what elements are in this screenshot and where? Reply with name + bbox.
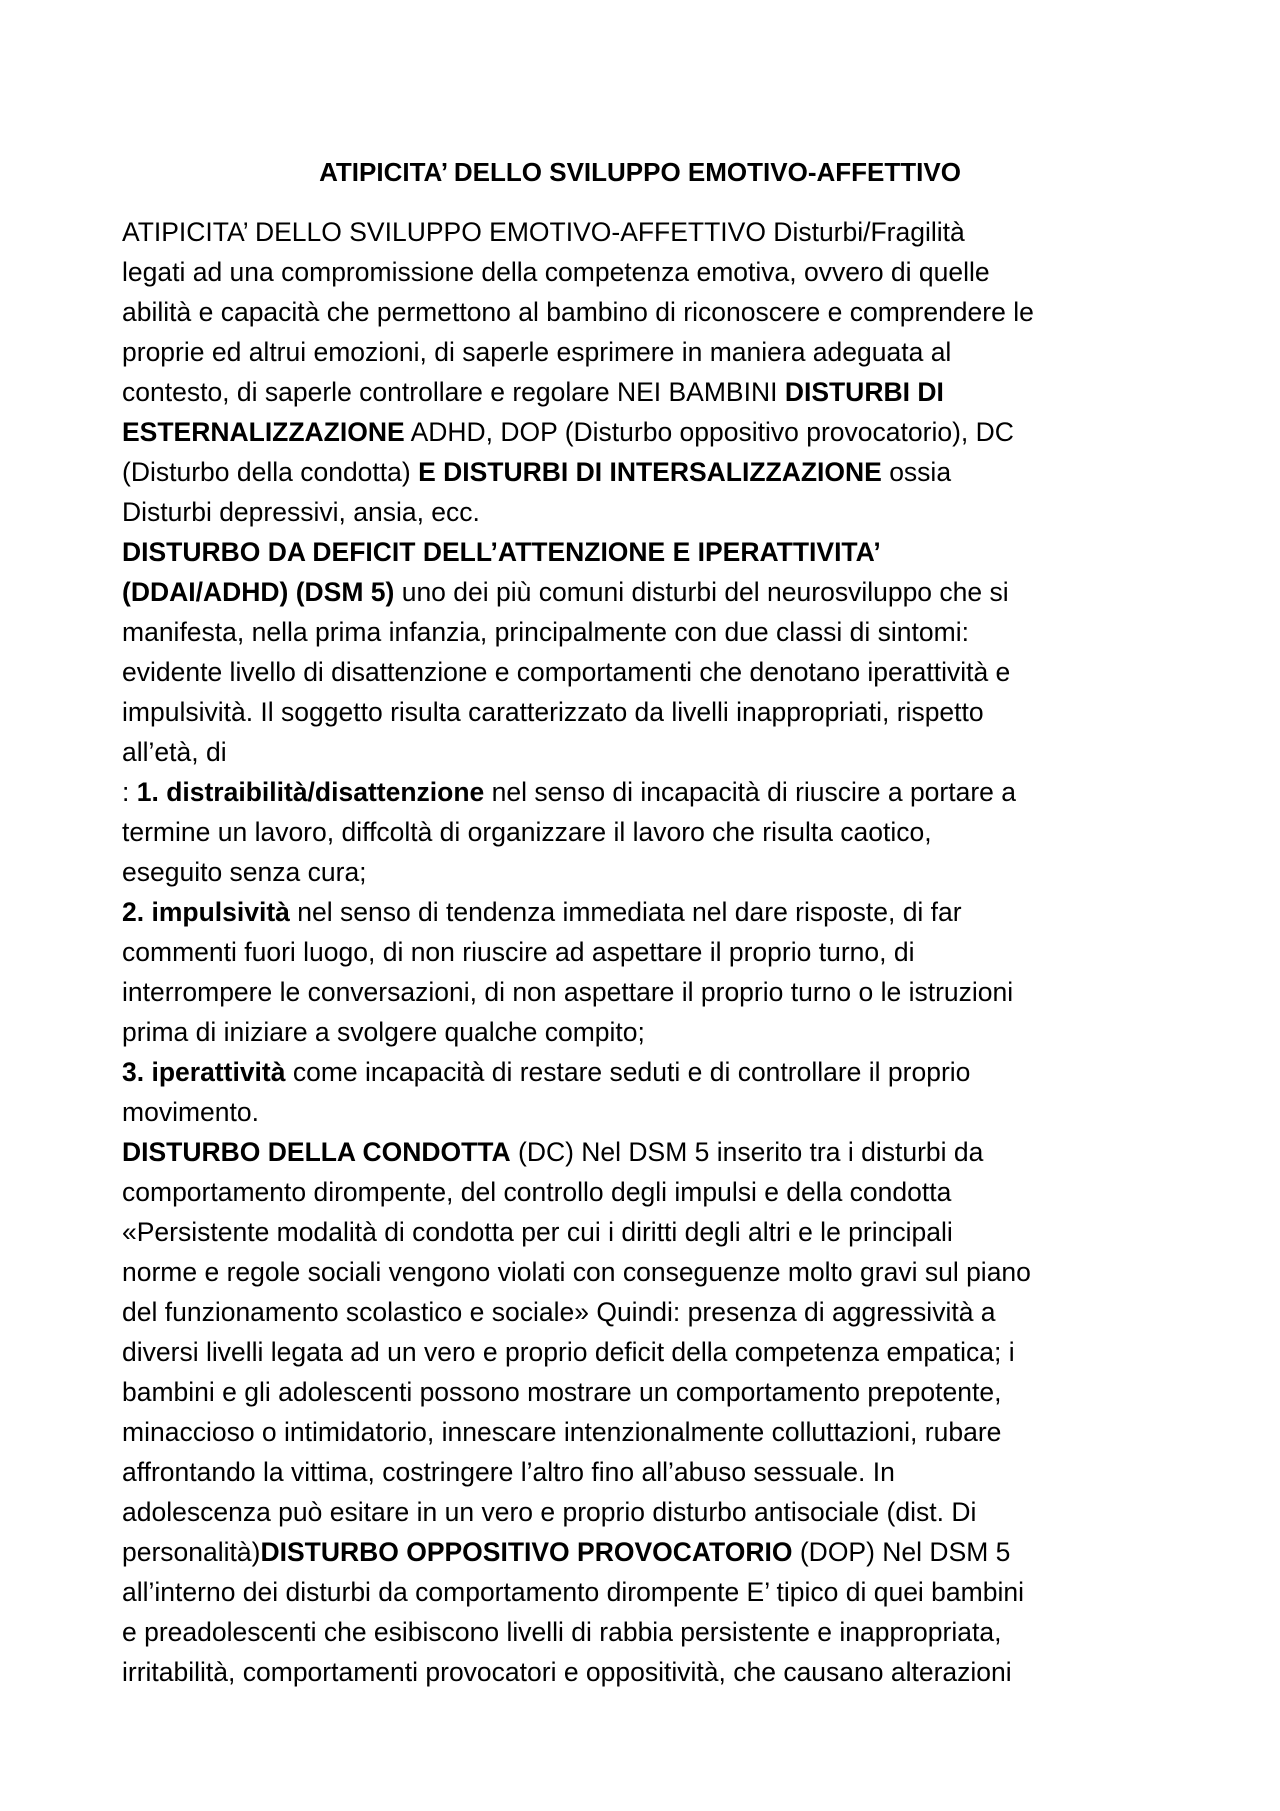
text-run: proprie ed altrui emozioni, di saperle esprimere in maniera adeguata al xyxy=(122,337,952,367)
text-run: (DC) Nel DSM 5 inserito tra i disturbi da xyxy=(510,1137,984,1167)
text-line xyxy=(122,732,1172,772)
text-line xyxy=(122,932,1172,972)
text-run: personalità) xyxy=(122,1537,261,1567)
text-line xyxy=(122,1292,1172,1332)
text-line xyxy=(122,772,1172,812)
text-run: irritabilità, comportamenti provocatori e oppositività, che causano alterazioni xyxy=(122,1657,1012,1687)
text-run: termine un lavoro, diffcoltà di organizzare il lavoro che risulta caotico, xyxy=(122,817,932,847)
text-run: ADHD, DOP (Disturbo oppositivo provocatorio), DC xyxy=(404,417,1014,447)
text-run: (Disturbo della condotta) xyxy=(122,457,419,487)
text-line xyxy=(122,1132,1172,1172)
text-line xyxy=(122,1212,1172,1252)
text-line xyxy=(122,1012,1172,1052)
text-run: interrompere le conversazioni, di non aspettare il proprio turno o le istruzioni xyxy=(122,977,1014,1007)
text-line xyxy=(122,532,1172,572)
text-run: impulsività. Il soggetto risulta caratterizzato da livelli inappropriati, rispetto xyxy=(122,697,984,727)
document-body xyxy=(122,212,1172,1692)
text-line xyxy=(122,252,1172,292)
text-run: prima di iniziare a svolgere qualche compito; xyxy=(122,1017,645,1047)
text-line xyxy=(122,692,1172,732)
text-line xyxy=(122,852,1172,892)
text-line xyxy=(122,1492,1172,1532)
text-run: all’età, di xyxy=(122,737,227,767)
bold-run: 1. distraibilità/disattenzione xyxy=(136,777,485,807)
text-run: comportamento dirompente, del controllo degli impulsi e della condotta xyxy=(122,1177,952,1207)
text-run: ossia xyxy=(881,457,952,487)
text-line xyxy=(122,572,1172,612)
bold-run: DISTURBO OPPOSITIVO PROVOCATORIO xyxy=(260,1537,793,1567)
bold-run: (DDAI/ADHD) (DSM 5) xyxy=(122,577,395,607)
text-line xyxy=(122,1572,1172,1612)
bold-run: DISTURBO DELLA CONDOTTA xyxy=(122,1137,511,1167)
bold-run: DISTURBI DI xyxy=(784,377,944,407)
text-line xyxy=(122,812,1172,852)
text-run: adolescenza può esitare in un vero e proprio disturbo antisociale (dist. Di xyxy=(122,1497,977,1527)
text-run: nel senso di incapacità di riuscire a portare a xyxy=(484,777,1017,807)
text-run: Disturbi depressivi, ansia, ecc. xyxy=(122,497,480,527)
bold-run: 3. iperattività xyxy=(122,1057,286,1087)
text-run: bambini e gli adolescenti possono mostrare un comportamento prepotente, xyxy=(122,1377,1002,1407)
text-run: commenti fuori luogo, di non riuscire ad aspettare il proprio turno, di xyxy=(122,937,915,967)
text-run: ATIPICITA’ DELLO SVILUPPO EMOTIVO-AFFETTIVO Disturbi/Fragilità xyxy=(122,217,965,247)
document-title: ATIPICITA’ DELLO SVILUPPO EMOTIVO-AFFETTIVO xyxy=(319,157,961,187)
text-run: abilità e capacità che permettono al bambino di riconoscere e comprendere le xyxy=(122,297,1034,327)
text-run: del funzionamento scolastico e sociale» Quindi: presenza di aggressività a xyxy=(122,1297,996,1327)
text-line xyxy=(122,1612,1172,1652)
text-line xyxy=(122,1652,1172,1692)
text-line xyxy=(122,452,1172,492)
text-line xyxy=(122,1452,1172,1492)
text-line xyxy=(122,1372,1172,1412)
text-run: legati ad una compromissione della competenza emotiva, ovvero di quelle xyxy=(122,257,990,287)
text-run: come incapacità di restare seduti e di controllare il proprio xyxy=(285,1057,971,1087)
text-line xyxy=(122,1332,1172,1372)
text-run: manifesta, nella prima infanzia, principalmente con due classi di sintomi: xyxy=(122,617,969,647)
text-run: e preadolescenti che esibiscono livelli di rabbia persistente e inappropriata, xyxy=(122,1617,1002,1647)
text-run: uno dei più comuni disturbi del neurosviluppo che si xyxy=(394,577,1009,607)
text-line xyxy=(122,212,1172,252)
text-run: contesto, di saperle controllare e regolare NEI BAMBINI xyxy=(122,377,785,407)
text-run: (DOP) Nel DSM 5 xyxy=(792,1537,1011,1567)
text-run: diversi livelli legata ad un vero e proprio deficit della competenza empatica; i xyxy=(122,1337,1015,1367)
text-line xyxy=(122,1052,1172,1092)
bold-run: E DISTURBI DI INTERSALIZZAZIONE xyxy=(418,457,882,487)
text-line xyxy=(122,1172,1172,1212)
text-line xyxy=(122,372,1172,412)
text-line xyxy=(122,292,1172,332)
text-run: nel senso di tendenza immediata nel dare risposte, di far xyxy=(289,897,962,927)
text-run: movimento. xyxy=(122,1097,259,1127)
text-line xyxy=(122,1532,1172,1572)
text-line xyxy=(122,652,1172,692)
bold-run: DISTURBO DA DEFICIT DELL’ATTENZIONE E IPERATTIVITA’ xyxy=(122,537,881,567)
bold-run: 2. impulsività xyxy=(122,897,290,927)
text-line xyxy=(122,332,1172,372)
text-line xyxy=(122,1252,1172,1292)
text-run: evidente livello di disattenzione e comportamenti che denotano iperattività e xyxy=(122,657,1011,687)
text-line xyxy=(122,1412,1172,1452)
text-run: all’interno dei disturbi da comportamento dirompente E’ tipico di quei bambini xyxy=(122,1577,1024,1607)
text-line xyxy=(122,612,1172,652)
bold-run: ESTERNALIZZAZIONE xyxy=(122,417,405,447)
text-run: norme e regole sociali vengono violati con conseguenze molto gravi sul piano xyxy=(122,1257,1031,1287)
text-line xyxy=(122,892,1172,932)
text-run: affrontando la vittima, costringere l’altro fino all’abuso sessuale. In xyxy=(122,1457,895,1487)
text-line xyxy=(122,492,1172,532)
text-line xyxy=(122,972,1172,1012)
text-line xyxy=(122,412,1172,452)
text-run: minaccioso o intimidatorio, innescare intenzionalmente colluttazioni, rubare xyxy=(122,1417,1002,1447)
text-run: : xyxy=(122,777,137,807)
text-run: eseguito senza cura; xyxy=(122,857,367,887)
text-run: «Persistente modalità di condotta per cui i diritti degli altri e le principali xyxy=(122,1217,953,1247)
text-line xyxy=(122,1092,1172,1132)
